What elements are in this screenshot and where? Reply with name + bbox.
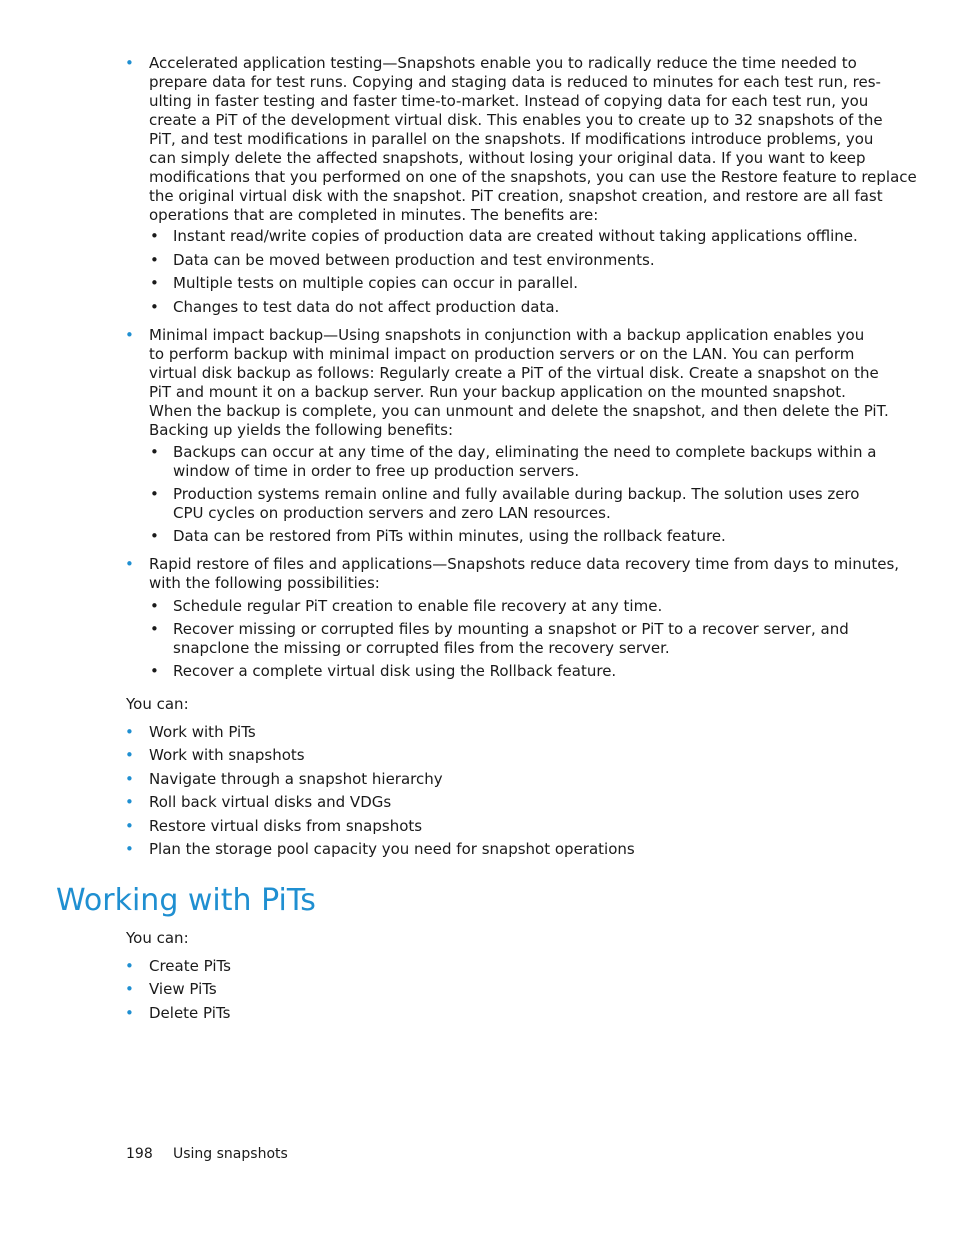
list-item: Navigate through a snapshot hierarchy	[149, 770, 443, 788]
text-line: Data can be moved between production and test environments.	[173, 251, 655, 269]
sub-bullet-item	[173, 298, 813, 317]
sub-bullet-marker: •	[150, 274, 159, 292]
text-line: Recover missing or corrupted files by mounting a snapshot or PiT to a recover server, and	[173, 620, 849, 638]
bullet-marker: •	[125, 793, 134, 811]
sub-bullet-marker: •	[150, 251, 159, 269]
text-line: Schedule regular PiT creation to enable file recovery at any time.	[173, 597, 663, 615]
sub-bullet-marker: •	[150, 597, 159, 615]
text-line: Recover a complete virtual disk using the Rollback feature.	[173, 662, 617, 680]
text-line: Data can be restored from PiTs within minutes, using the rollback feature.	[173, 527, 726, 545]
sub-bullet-item	[173, 597, 813, 616]
intro-text: You can:	[126, 929, 189, 947]
bullet-paragraph-testing	[149, 54, 917, 225]
sub-bullet-item	[173, 662, 813, 681]
bullet-marker: •	[125, 980, 134, 998]
text-line: Accelerated application testing—Snapshots enable you to radically reduce the time needed to	[149, 54, 857, 72]
sub-bullet-marker: •	[150, 527, 159, 545]
text-line: create a PiT of the development virtual disk. This enables you to create up to 32 snapshots of the	[149, 111, 883, 129]
text-line: Minimal impact backup—Using snapshots in conjunction with a backup application enables you	[149, 326, 865, 344]
text-line: operations that are completed in minutes. The benefits are:	[149, 206, 599, 224]
bullet-marker: •	[125, 1004, 134, 1022]
bullet-marker: •	[125, 957, 134, 975]
text-line: Changes to test data do not affect production data.	[173, 298, 560, 316]
text-line: the original virtual disk with the snapshot. PiT creation, snapshot creation, and restore are all fast	[149, 187, 883, 205]
text-line: Rapid restore of files and applications—Snapshots reduce data recovery time from days to minutes,	[149, 555, 900, 573]
bullet-paragraph-backup	[149, 326, 889, 440]
list-item: Roll back virtual disks and VDGs	[149, 793, 392, 811]
sub-bullet-item	[173, 485, 860, 523]
sub-bullet-marker: •	[150, 443, 159, 461]
sub-bullet-item	[173, 443, 877, 481]
sub-bullet-item	[173, 527, 813, 546]
bullet-marker: •	[125, 840, 134, 858]
bullet-marker: •	[125, 746, 134, 764]
bullet-marker: •	[125, 723, 134, 741]
text-line: window of time in order to free up production servers.	[173, 462, 580, 480]
bullet-paragraph-restore	[149, 555, 900, 593]
bullet-marker: •	[125, 817, 134, 835]
text-line: Production systems remain online and fully available during backup. The solution uses zero	[173, 485, 860, 503]
bullet-marker: •	[125, 555, 134, 573]
text-line: PiT, and test modifications in parallel on the snapshots. If modifications introduce problems, you	[149, 130, 874, 148]
sub-bullet-item	[173, 227, 858, 246]
text-line: with the following possibilities:	[149, 574, 380, 592]
text-line: When the backup is complete, you can unmount and delete the snapshot, and then delete the PiT.	[149, 402, 889, 420]
bullet-marker: •	[125, 770, 134, 788]
text-line: CPU cycles on production servers and zero LAN resources.	[173, 504, 611, 522]
sub-bullet-item	[173, 251, 813, 270]
text-line: snapclone the missing or corrupted files from the recovery server.	[173, 639, 670, 657]
text-line: can simply delete the affected snapshots, without losing your original data. If you want to keep	[149, 149, 866, 167]
text-line: prepare data for test runs. Copying and staging data is reduced to minutes for each test run, res-	[149, 73, 881, 91]
text-line: to perform backup with minimal impact on production servers or on the LAN. You can perform	[149, 345, 855, 363]
bullet-marker: •	[125, 54, 134, 72]
bullet-marker: •	[125, 326, 134, 344]
sub-bullet-marker: •	[150, 620, 159, 638]
sub-bullet-marker: •	[150, 298, 159, 316]
sub-bullet-marker: •	[150, 485, 159, 503]
list-item: Plan the storage pool capacity you need for snapshot operations	[149, 840, 635, 858]
list-item: Work with PiTs	[149, 723, 256, 741]
text-line: ulting in faster testing and faster time-to-market. Instead of copying data for each test run, you	[149, 92, 869, 110]
footer-section-title: Using snapshots	[173, 1146, 288, 1162]
sub-bullet-item	[173, 620, 849, 658]
page-number: 198	[126, 1146, 153, 1162]
text-line: Backing up yields the following benefits:	[149, 421, 453, 439]
text-line: Multiple tests on multiple copies can occur in parallel.	[173, 274, 578, 292]
intro-text: You can:	[126, 695, 189, 713]
sub-bullet-marker: •	[150, 227, 159, 245]
list-item: View PiTs	[149, 980, 217, 998]
sub-bullet-item	[173, 274, 813, 293]
list-item: Delete PiTs	[149, 1004, 231, 1022]
text-line: PiT and mount it on a backup server. Run your backup application on the mounted snapshot.	[149, 383, 846, 401]
sub-bullet-marker: •	[150, 662, 159, 680]
text-line: Instant read/write copies of production data are created without taking applications offline.	[173, 227, 858, 245]
text-line: modifications that you performed on one of the snapshots, you can use the Restore feature to replace	[149, 168, 917, 186]
section-heading: Working with PiTs	[56, 883, 316, 918]
text-line: Backups can occur at any time of the day, eliminating the need to complete backups within a	[173, 443, 877, 461]
list-item: Restore virtual disks from snapshots	[149, 817, 423, 835]
list-item: Work with snapshots	[149, 746, 305, 764]
list-item: Create PiTs	[149, 957, 231, 975]
text-line: virtual disk backup as follows: Regularly create a PiT of the virtual disk. Create a snapshot on the	[149, 364, 879, 382]
